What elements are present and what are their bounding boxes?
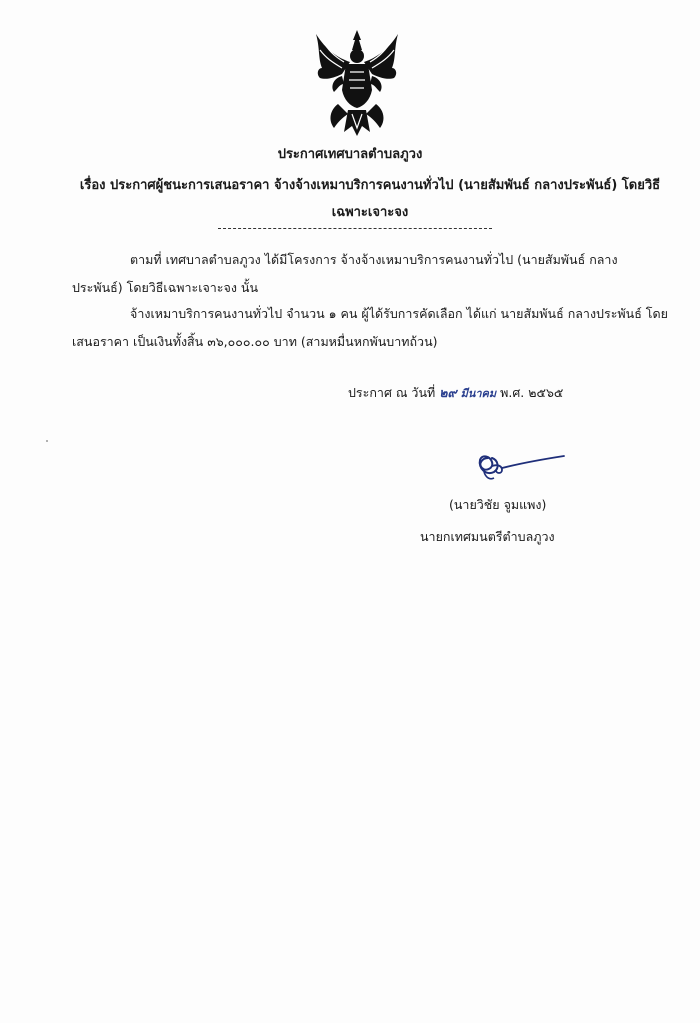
divider-line: [218, 228, 492, 229]
announcement-date-line: [348, 383, 563, 403]
signatory-position: นายกเทศมนตรีตำบลภูวง: [420, 529, 555, 544]
signatory-name: (นายวิชัย จูมแพง): [449, 497, 547, 512]
announcement-year: พ.ศ. ๒๕๖๕: [500, 385, 564, 400]
document-subject: เรื่อง ประกาศผู้ชนะการเสนอราคา จ้างจ้างเหมาบริการคนงานทั่วไป (นายสัมพันธ์ กลางประพันธ์) โดยวิธีเฉพาะเจาะจง: [79, 178, 661, 220]
garuda-emblem-icon: [308, 28, 406, 138]
body-paragraph-2: จ้างเหมาบริการคนงานทั่วไป จำนวน ๑ คน ผู้ได้รับการคัดเลือก ได้แก่ นายสัมพันธ์ กลางประพันธ์ โดยเสนอราคา เป็นเงินทั้งสิ้น ๓๖,๐๐๐.๐๐ บาท (สามหมื่นหกพันบาทถ้วน): [72, 306, 668, 349]
document-title: ประกาศเทศบาลตำบลภูวง: [277, 147, 423, 162]
announcement-prefix: ประกาศ ณ วันที่: [348, 385, 436, 400]
handwritten-signature: [468, 444, 578, 486]
scan-speck: [46, 440, 48, 442]
announcement-day: ๒๙: [439, 385, 457, 400]
announcement-month: มีนาคม: [460, 387, 497, 400]
body-paragraph-1: ตามที่ เทศบาลตำบลภูวง ได้มีโครงการ จ้างจ้างเหมาบริการคนงานทั่วไป (นายสัมพันธ์ กลางประพันธ์) โดยวิธีเฉพาะเจาะจง นั้น: [72, 252, 618, 295]
